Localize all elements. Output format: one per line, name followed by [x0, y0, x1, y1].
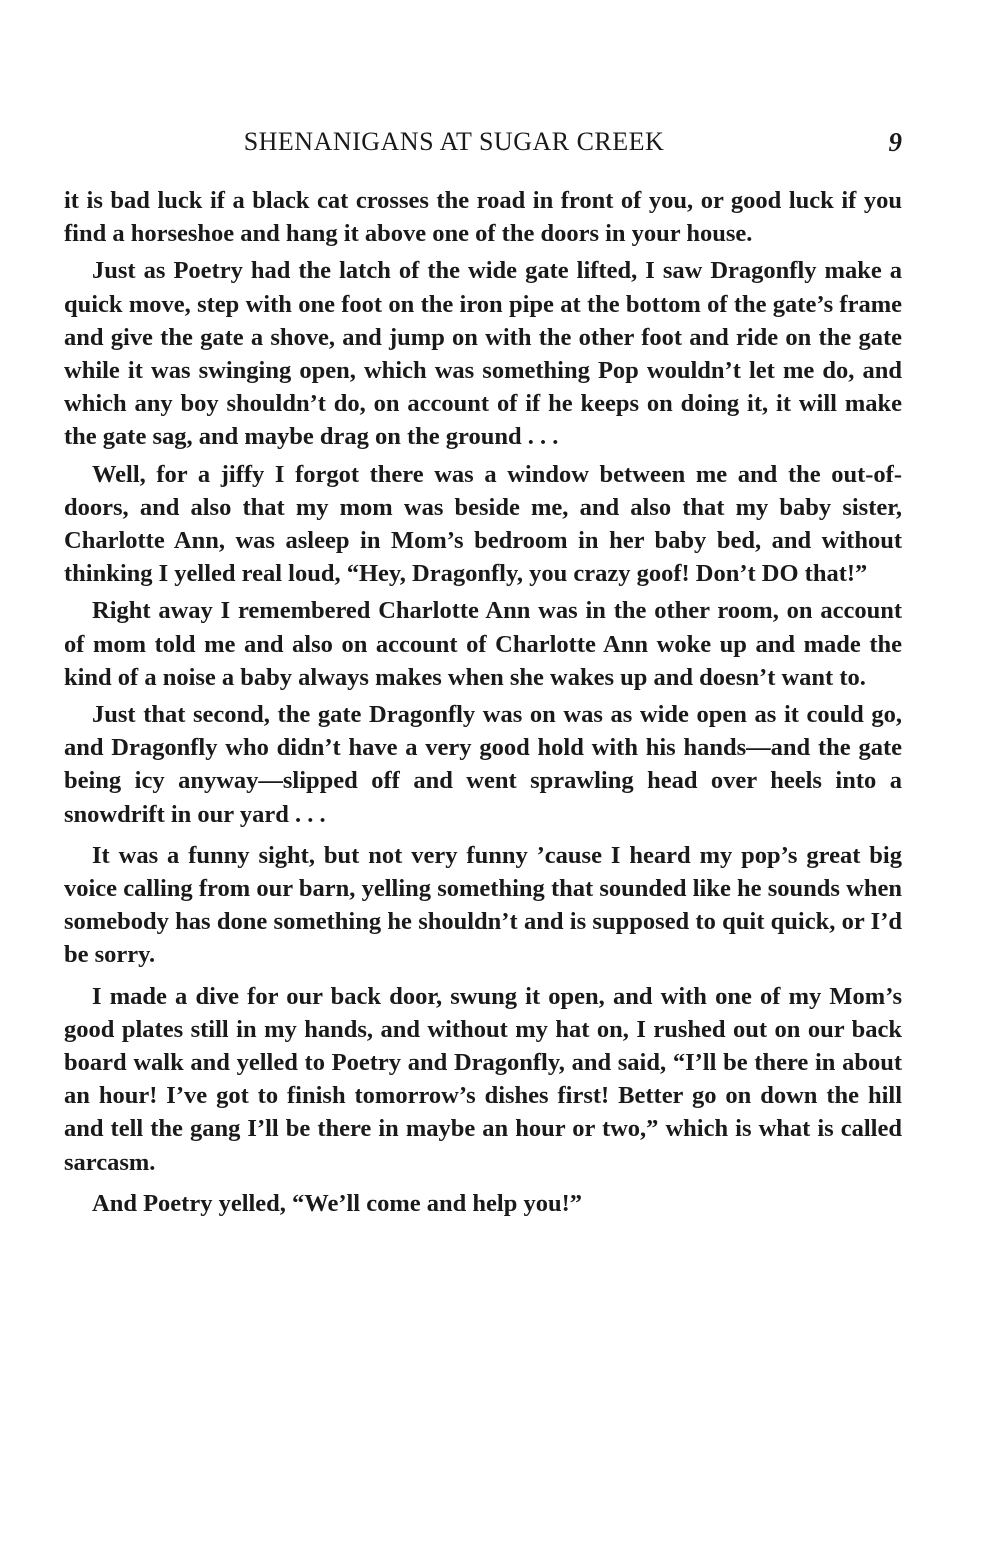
paragraph: I made a dive for our back door, swung it open, and with one of my Mom’s good plates still in my hands, and without my hat on, I rushed out on our back board walk and yelled to Poetry and Dragonfly, and said, “I’ll be there in about an hour! I’ve got to finish tomorrow’s dishes first! Better go on down the hill and tell the gang I’ll be there in maybe an hour or two,” which is what is called sarcasm.	[64, 982, 902, 1176]
page-number: 9	[888, 127, 902, 157]
running-title: SHENANIGANS AT SUGAR CREEK	[243, 127, 665, 156]
body-text	[64, 184, 902, 1224]
running-head	[64, 124, 902, 160]
paragraph: Right away I remembered Charlotte Ann was in the other room, on account of mom told me and also on account of Charlotte Ann woke up and made the kind of a noise a baby always makes when she wakes up and doesn’t want to.	[64, 597, 902, 691]
paragraph: It was a funny sight, but not very funny ’cause I heard my pop’s great big voice calling from our barn, yelling something that sounded like he sounds when somebody has done something he shouldn’t and is supposed to quit quick, or I’d be sorry.	[64, 841, 902, 969]
paragraph: And Poetry yelled, “We’ll come and help you!”	[92, 1189, 582, 1217]
paragraph: Just as Poetry had the latch of the wide gate lifted, I saw Dragonfly make a quick move, step with one foot on the iron pipe at the bottom of the gate’s frame and give the gate a shove, and jump on with the other foot and ride on the gate while it was swinging open, which was something Pop wouldn’t let me do, and which any boy shouldn’t do, on account of if he keeps on doing it, it will make the gate sag, and maybe drag on the ground . . .	[64, 257, 902, 451]
paragraph: Just that second, the gate Dragonfly was on was as wide open as it could go, and Dragonfly who didn’t have a very good hold with his hands—and the gate being icy anyway—slipped off and went sprawling head over heels into a snowdrift in our yard . . .	[64, 701, 902, 828]
paragraph: it is bad luck if a black cat crosses the road in front of you, or good luck if you find a horseshoe and hang it above one of the doors in your house.	[64, 187, 902, 248]
paragraph: Well, for a jiffy I forgot there was a window between me and the out-of-doors, and also that my mom was beside me, and also that my baby sister, Charlotte Ann, was asleep in Mom’s bedroom in her baby bed, and without thinking I yelled real loud, “Hey, Dragonfly, you crazy goof! Don’t DO that!”	[64, 460, 902, 588]
